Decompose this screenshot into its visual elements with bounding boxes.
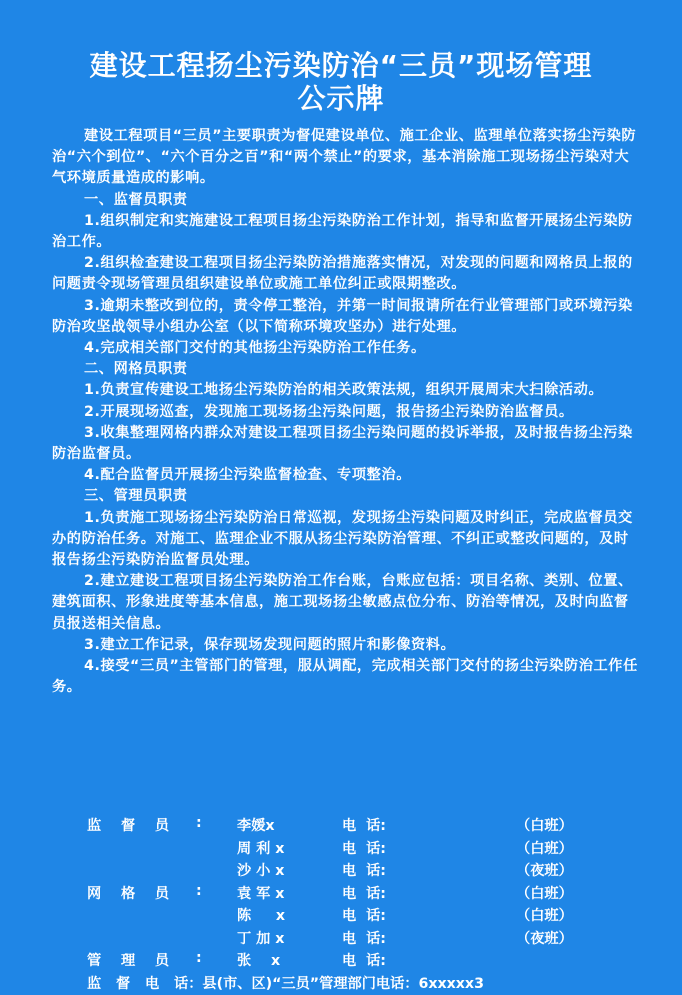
roster-tel-label: 电 话:: [342, 883, 386, 903]
duty-paragraph: 三、管理员职责: [52, 486, 638, 507]
duty-paragraph: 3.建立工作记录，保存现场发现问题的照片和影像资料。: [52, 635, 638, 656]
roster-row: [0, 815, 682, 838]
board-title-line-2: 公示牌: [0, 82, 682, 116]
roster-shift: （白班）: [516, 883, 573, 903]
duty-paragraph: 二、网格员职责: [52, 359, 638, 380]
roster-name: 袁 军 x: [237, 883, 284, 903]
roster-role: 网 格 员: [87, 883, 169, 903]
roster-shift: （夜班）: [516, 860, 573, 880]
roster-shift: （夜班）: [516, 928, 573, 948]
duty-paragraph: 一、监督员职责: [52, 190, 638, 211]
roster-name: 沙 小 x: [237, 860, 284, 880]
duty-paragraph: 4.配合监督员开展扬尘污染监督检查、专项整治。: [52, 465, 638, 486]
staff-roster: [0, 815, 682, 995]
roster-tel-label: 电 话:: [342, 815, 386, 835]
roster-shift: （白班）: [516, 905, 573, 925]
duty-paragraph: 1.负责施工现场扬尘污染防治日常巡视，发现扬尘污染问题及时纠正，完成监督员交办的防治任务。对施工、监理企业不服从扬尘污染防治管理、不纠正或整改问题的，及时报告扬尘污染防治监督员处理。: [52, 508, 638, 572]
roster-row: [0, 905, 682, 928]
supervision-hotline: 监 督 电 话：县(市、区)“三员”管理部门电话：6xxxxx3: [87, 973, 484, 993]
roster-colon: :: [196, 950, 202, 966]
roster-tel-label: 电 话:: [342, 950, 386, 970]
roster-name: 张 x: [237, 950, 280, 970]
roster-role: 监 督 员: [87, 815, 169, 835]
duty-paragraph: 4.完成相关部门交付的其他扬尘污染防治工作任务。: [52, 338, 638, 359]
roster-row: [0, 950, 682, 973]
roster-row: [0, 883, 682, 906]
roster-shift: （白班）: [516, 838, 573, 858]
duty-paragraph: 1.负责宣传建设工地扬尘污染防治的相关政策法规，组织开展周末大扫除活动。: [52, 380, 638, 401]
roster-row: [0, 860, 682, 883]
duty-paragraph: 3.收集整理网格内群众对建设工程项目扬尘污染问题的投诉举报，及时报告扬尘污染防治监督员。: [52, 423, 638, 465]
duties-text: [52, 126, 638, 698]
roster-row: [0, 838, 682, 861]
roster-shift: （白班）: [516, 815, 573, 835]
duty-paragraph: 2.开展现场巡查，发现施工现场扬尘污染问题，报告扬尘污染防治监督员。: [52, 402, 638, 423]
roster-colon: :: [196, 815, 202, 831]
roster-tel-label: 电 话:: [342, 928, 386, 948]
board-title-line-1: 建设工程扬尘污染防治“三员”现场管理: [0, 49, 682, 83]
duty-paragraph: 4.接受“三员”主管部门的管理，服从调配，完成相关部门交付的扬尘污染防治工作任务。: [52, 656, 638, 698]
duty-paragraph: 3.逾期未整改到位的，责令停工整治，并第一时间报请所在行业管理部门或环境污染防治攻坚战领导小组办公室（以下简称环境攻坚办）进行处理。: [52, 296, 638, 338]
duty-paragraph: 2.建立建设工程项目扬尘污染防治工作台账，台账应包括：项目名称、类别、位置、建筑面积、形象进度等基本信息，施工现场扬尘敏感点位分布、防治等情况，及时向监督员报送相关信息。: [52, 571, 638, 635]
duty-paragraph: 2.组织检查建设工程项目扬尘污染防治措施落实情况，对发现的问题和网格员上报的问题责令现场管理员组织建设单位或施工单位纠正或限期整改。: [52, 253, 638, 295]
roster-role: 管 理 员: [87, 950, 169, 970]
duty-paragraph: 建设工程项目“三员”主要职责为督促建设单位、施工企业、监理单位落实扬尘污染防治“六个到位”、“六个百分之百”和“两个禁止”的要求，基本消除施工现场扬尘污染对大气环境质量造成的影响。: [52, 126, 638, 190]
roster-tel-label: 电 话:: [342, 860, 386, 880]
roster-name: 李媛x: [237, 815, 275, 835]
roster-name: 丁 加 x: [237, 928, 284, 948]
roster-tel-label: 电 话:: [342, 838, 386, 858]
duty-paragraph: 1.组织制定和实施建设工程项目扬尘污染防治工作计划，指导和监督开展扬尘污染防治工作。: [52, 211, 638, 253]
roster-name: 周 利 x: [237, 838, 284, 858]
roster-row: [0, 928, 682, 951]
roster-colon: :: [196, 883, 202, 899]
roster-tel-label: 电 话:: [342, 905, 386, 925]
roster-name: 陈 x: [237, 905, 285, 925]
